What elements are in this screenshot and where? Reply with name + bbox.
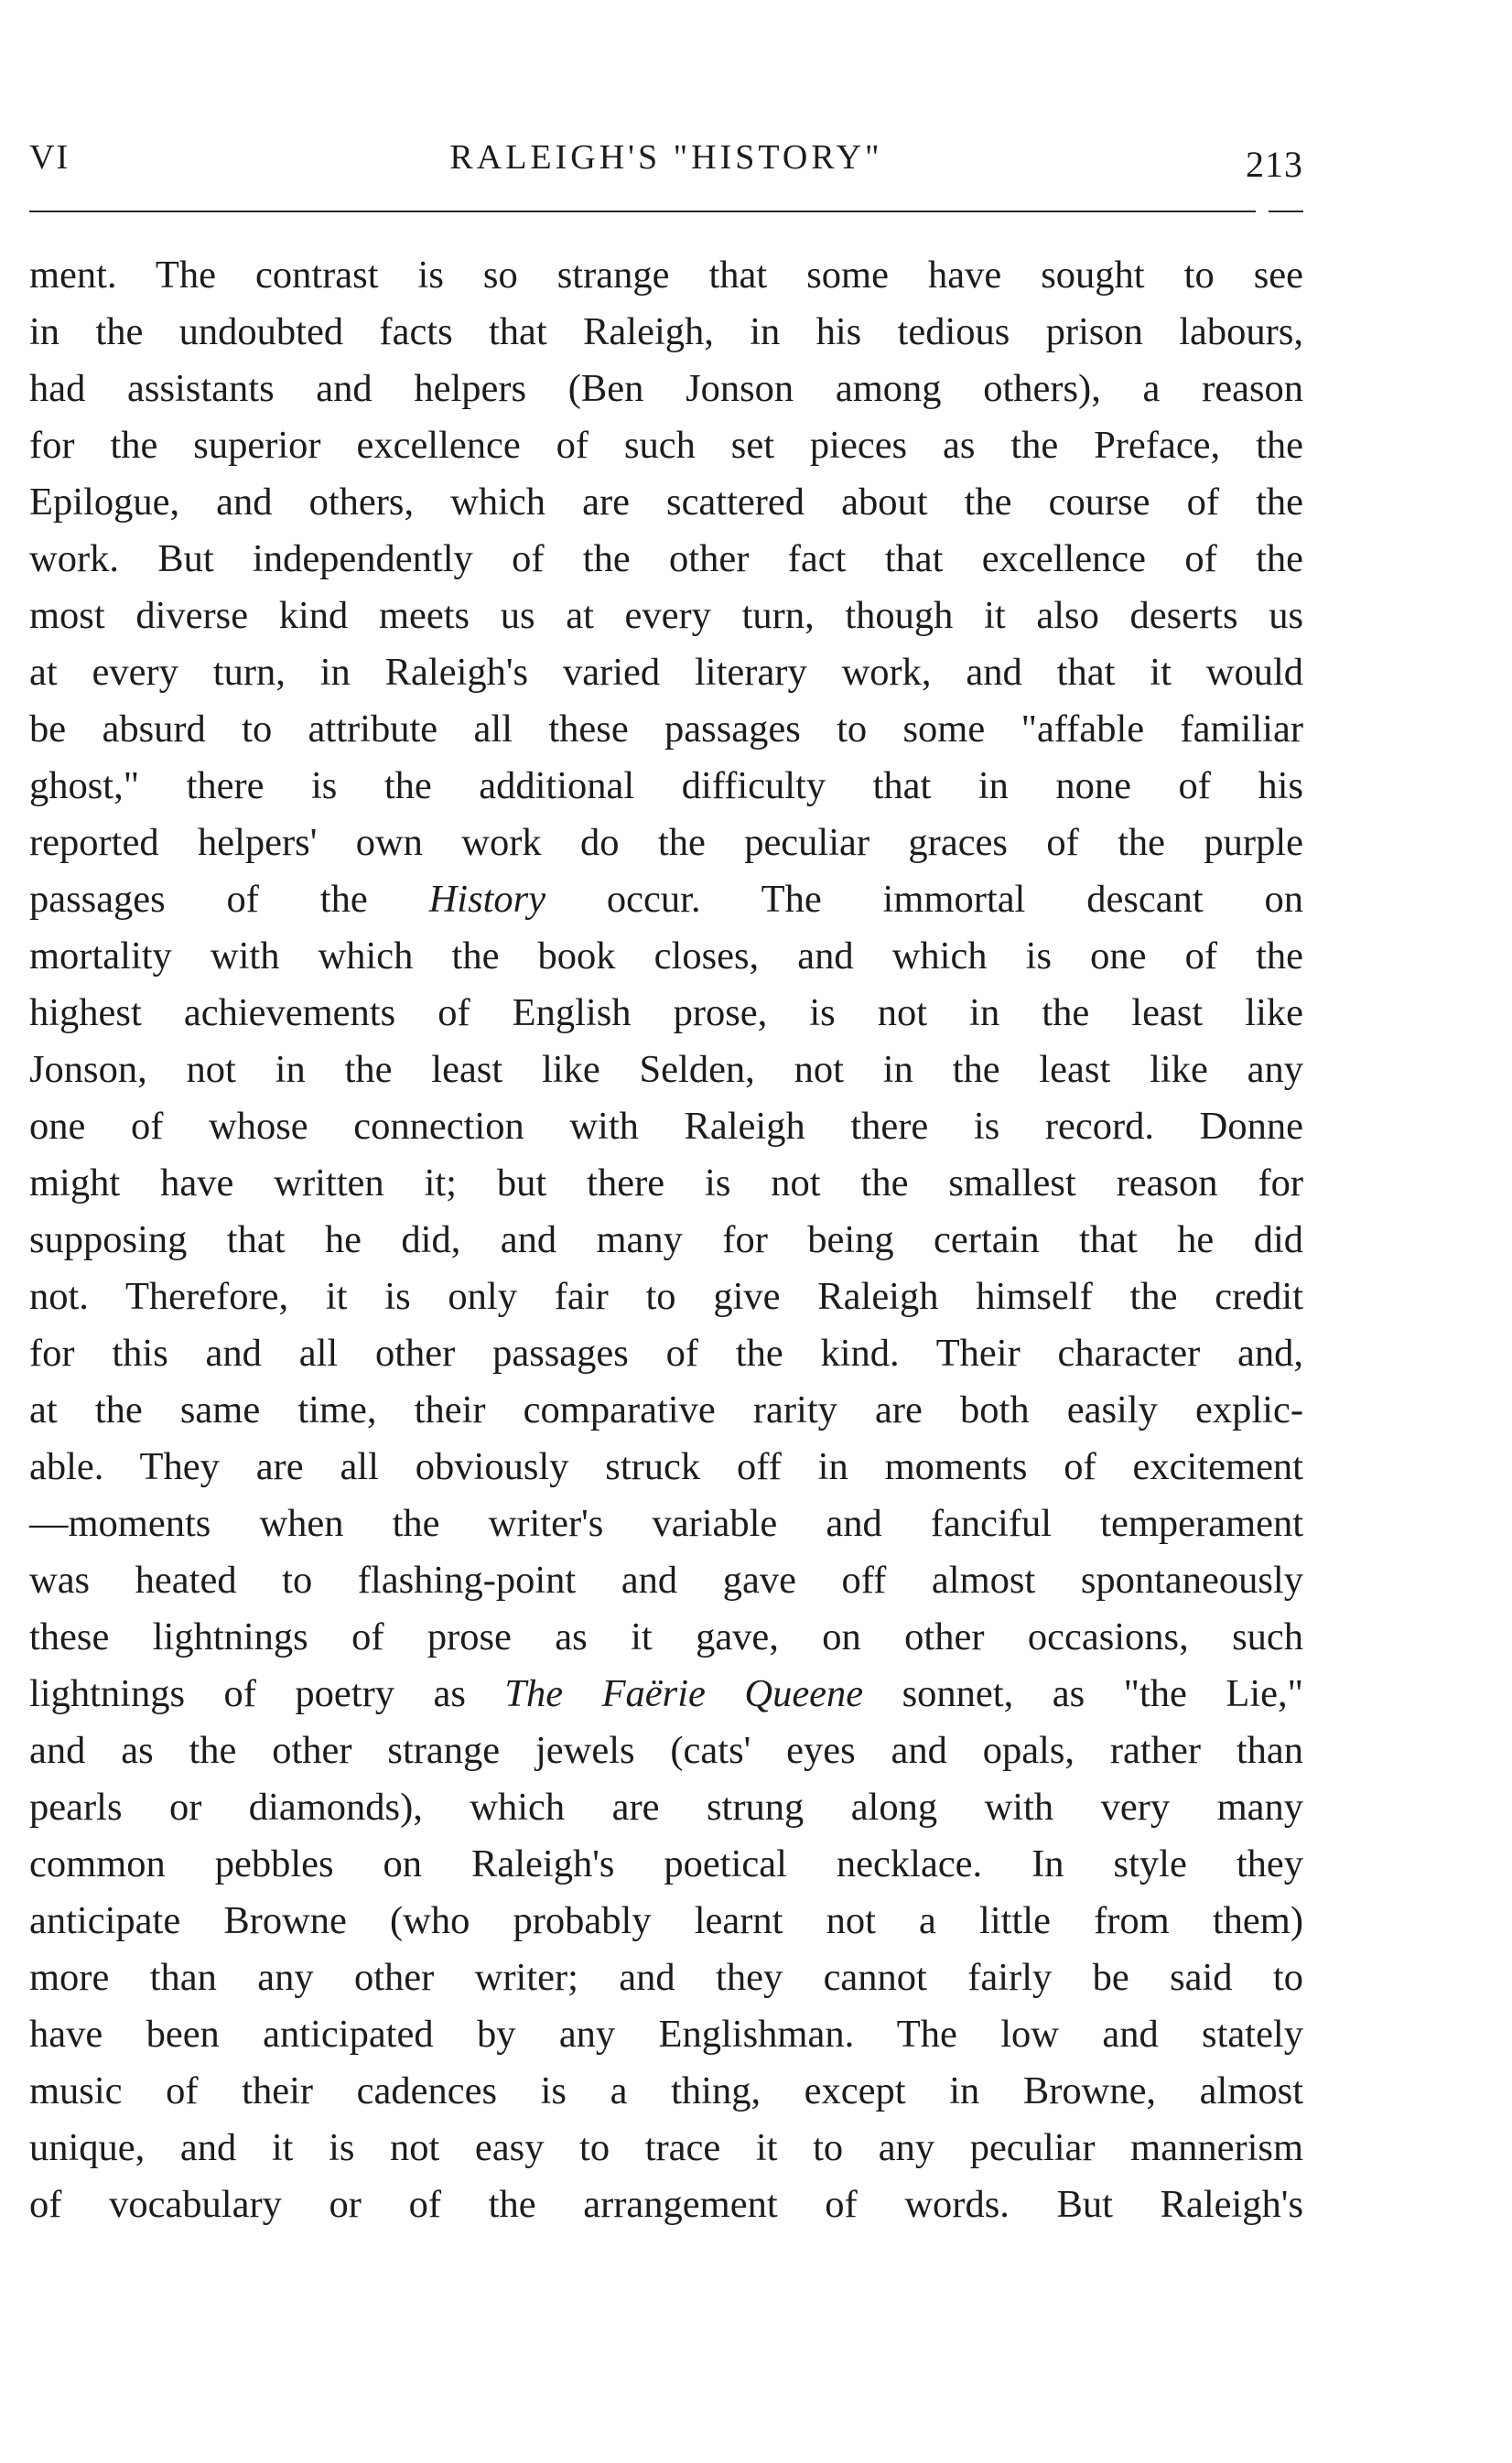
- text-segment: sonnet, as "the Lie,": [863, 1672, 1303, 1715]
- body-text: [29, 247, 1303, 2233]
- text-line: pearls or diamonds), which are strung along with very many: [29, 1786, 1303, 1829]
- header-rule: [29, 211, 1256, 212]
- text-line: [29, 1666, 1303, 1723]
- text-line: —moments when the writer's variable and fanciful temperament: [29, 1502, 1303, 1545]
- text-segment: passages of the: [29, 878, 429, 921]
- text-line: at the same time, their comparative rarity are both easily explic-: [29, 1388, 1303, 1431]
- text-line: more than any other writer; and they cannot fairly be said to: [29, 1956, 1303, 1999]
- running-head: [29, 137, 1303, 192]
- text-line: these lightnings of prose as it gave, on other occasions, such: [29, 1615, 1303, 1658]
- text-line: of vocabulary or of the arrangement of words. But Raleigh's: [29, 2183, 1303, 2226]
- text-line: common pebbles on Raleigh's poetical necklace. In style they: [29, 1842, 1303, 1885]
- text-line: one of whose connection with Raleigh there is record. Donne: [29, 1105, 1303, 1148]
- text-line: might have written it; but there is not the smallest reason for: [29, 1161, 1303, 1204]
- text-line: Epilogue, and others, which are scattered about the course of the: [29, 481, 1303, 524]
- text-line: was heated to flashing-point and gave off almost spontaneously: [29, 1559, 1303, 1602]
- text-line: anticipate Browne (who probably learnt not a little from them): [29, 1899, 1303, 1942]
- text-line: [29, 871, 1303, 928]
- text-line: for this and all other passages of the kind. Their character and,: [29, 1332, 1303, 1375]
- text-line: not. Therefore, it is only fair to give Raleigh himself the credit: [29, 1275, 1303, 1318]
- text-line: most diverse kind meets us at every turn, though it also deserts us: [29, 594, 1303, 637]
- text-line: had assistants and helpers (Ben Jonson among others), a reason: [29, 367, 1303, 410]
- chapter-number: VI: [29, 138, 70, 177]
- text-segment: lightnings of poetry as: [29, 1672, 505, 1715]
- text-line: in the undoubted facts that Raleigh, in his tedious prison labours,: [29, 310, 1303, 353]
- italic-title: History: [428, 878, 546, 921]
- text-line: and as the other strange jewels (cats' eyes and opals, rather than: [29, 1729, 1303, 1772]
- running-title: RALEIGH'S "HISTORY": [449, 138, 883, 177]
- text-line: highest achievements of English prose, is not in the least like: [29, 991, 1303, 1034]
- text-line: have been anticipated by any Englishman. The low and stately: [29, 2013, 1303, 2056]
- text-line: be absurd to attribute all these passages to some "affable familiar: [29, 708, 1303, 751]
- text-line: for the superior excellence of such set pieces as the Preface, the: [29, 424, 1303, 467]
- text-line: supposing that he did, and many for being certain that he did: [29, 1218, 1303, 1261]
- text-line: music of their cadences is a thing, except in Browne, almost: [29, 2069, 1303, 2112]
- text-line: work. But independently of the other fact that excellence of the: [29, 537, 1303, 580]
- text-segment: occur. The immortal descant on: [545, 878, 1303, 921]
- italic-title: The Faërie Queene: [504, 1672, 864, 1715]
- text-line: able. They are all obviously struck off in moments of excitement: [29, 1445, 1303, 1488]
- text-line: Jonson, not in the least like Selden, not in the least like any: [29, 1048, 1303, 1091]
- text-line: ment. The contrast is so strange that some have sought to see: [29, 254, 1303, 297]
- page-number-rule: [1269, 211, 1303, 212]
- text-line: ghost," there is the additional difficulty that in none of his: [29, 764, 1303, 807]
- page-number: 213: [1246, 144, 1303, 185]
- text-line: at every turn, in Raleigh's varied literary work, and that it would: [29, 651, 1303, 694]
- text-line: unique, and it is not easy to trace it to any peculiar mannerism: [29, 2126, 1303, 2169]
- text-line: mortality with which the book closes, and which is one of the: [29, 934, 1303, 978]
- text-line: reported helpers' own work do the peculiar graces of the purple: [29, 821, 1303, 864]
